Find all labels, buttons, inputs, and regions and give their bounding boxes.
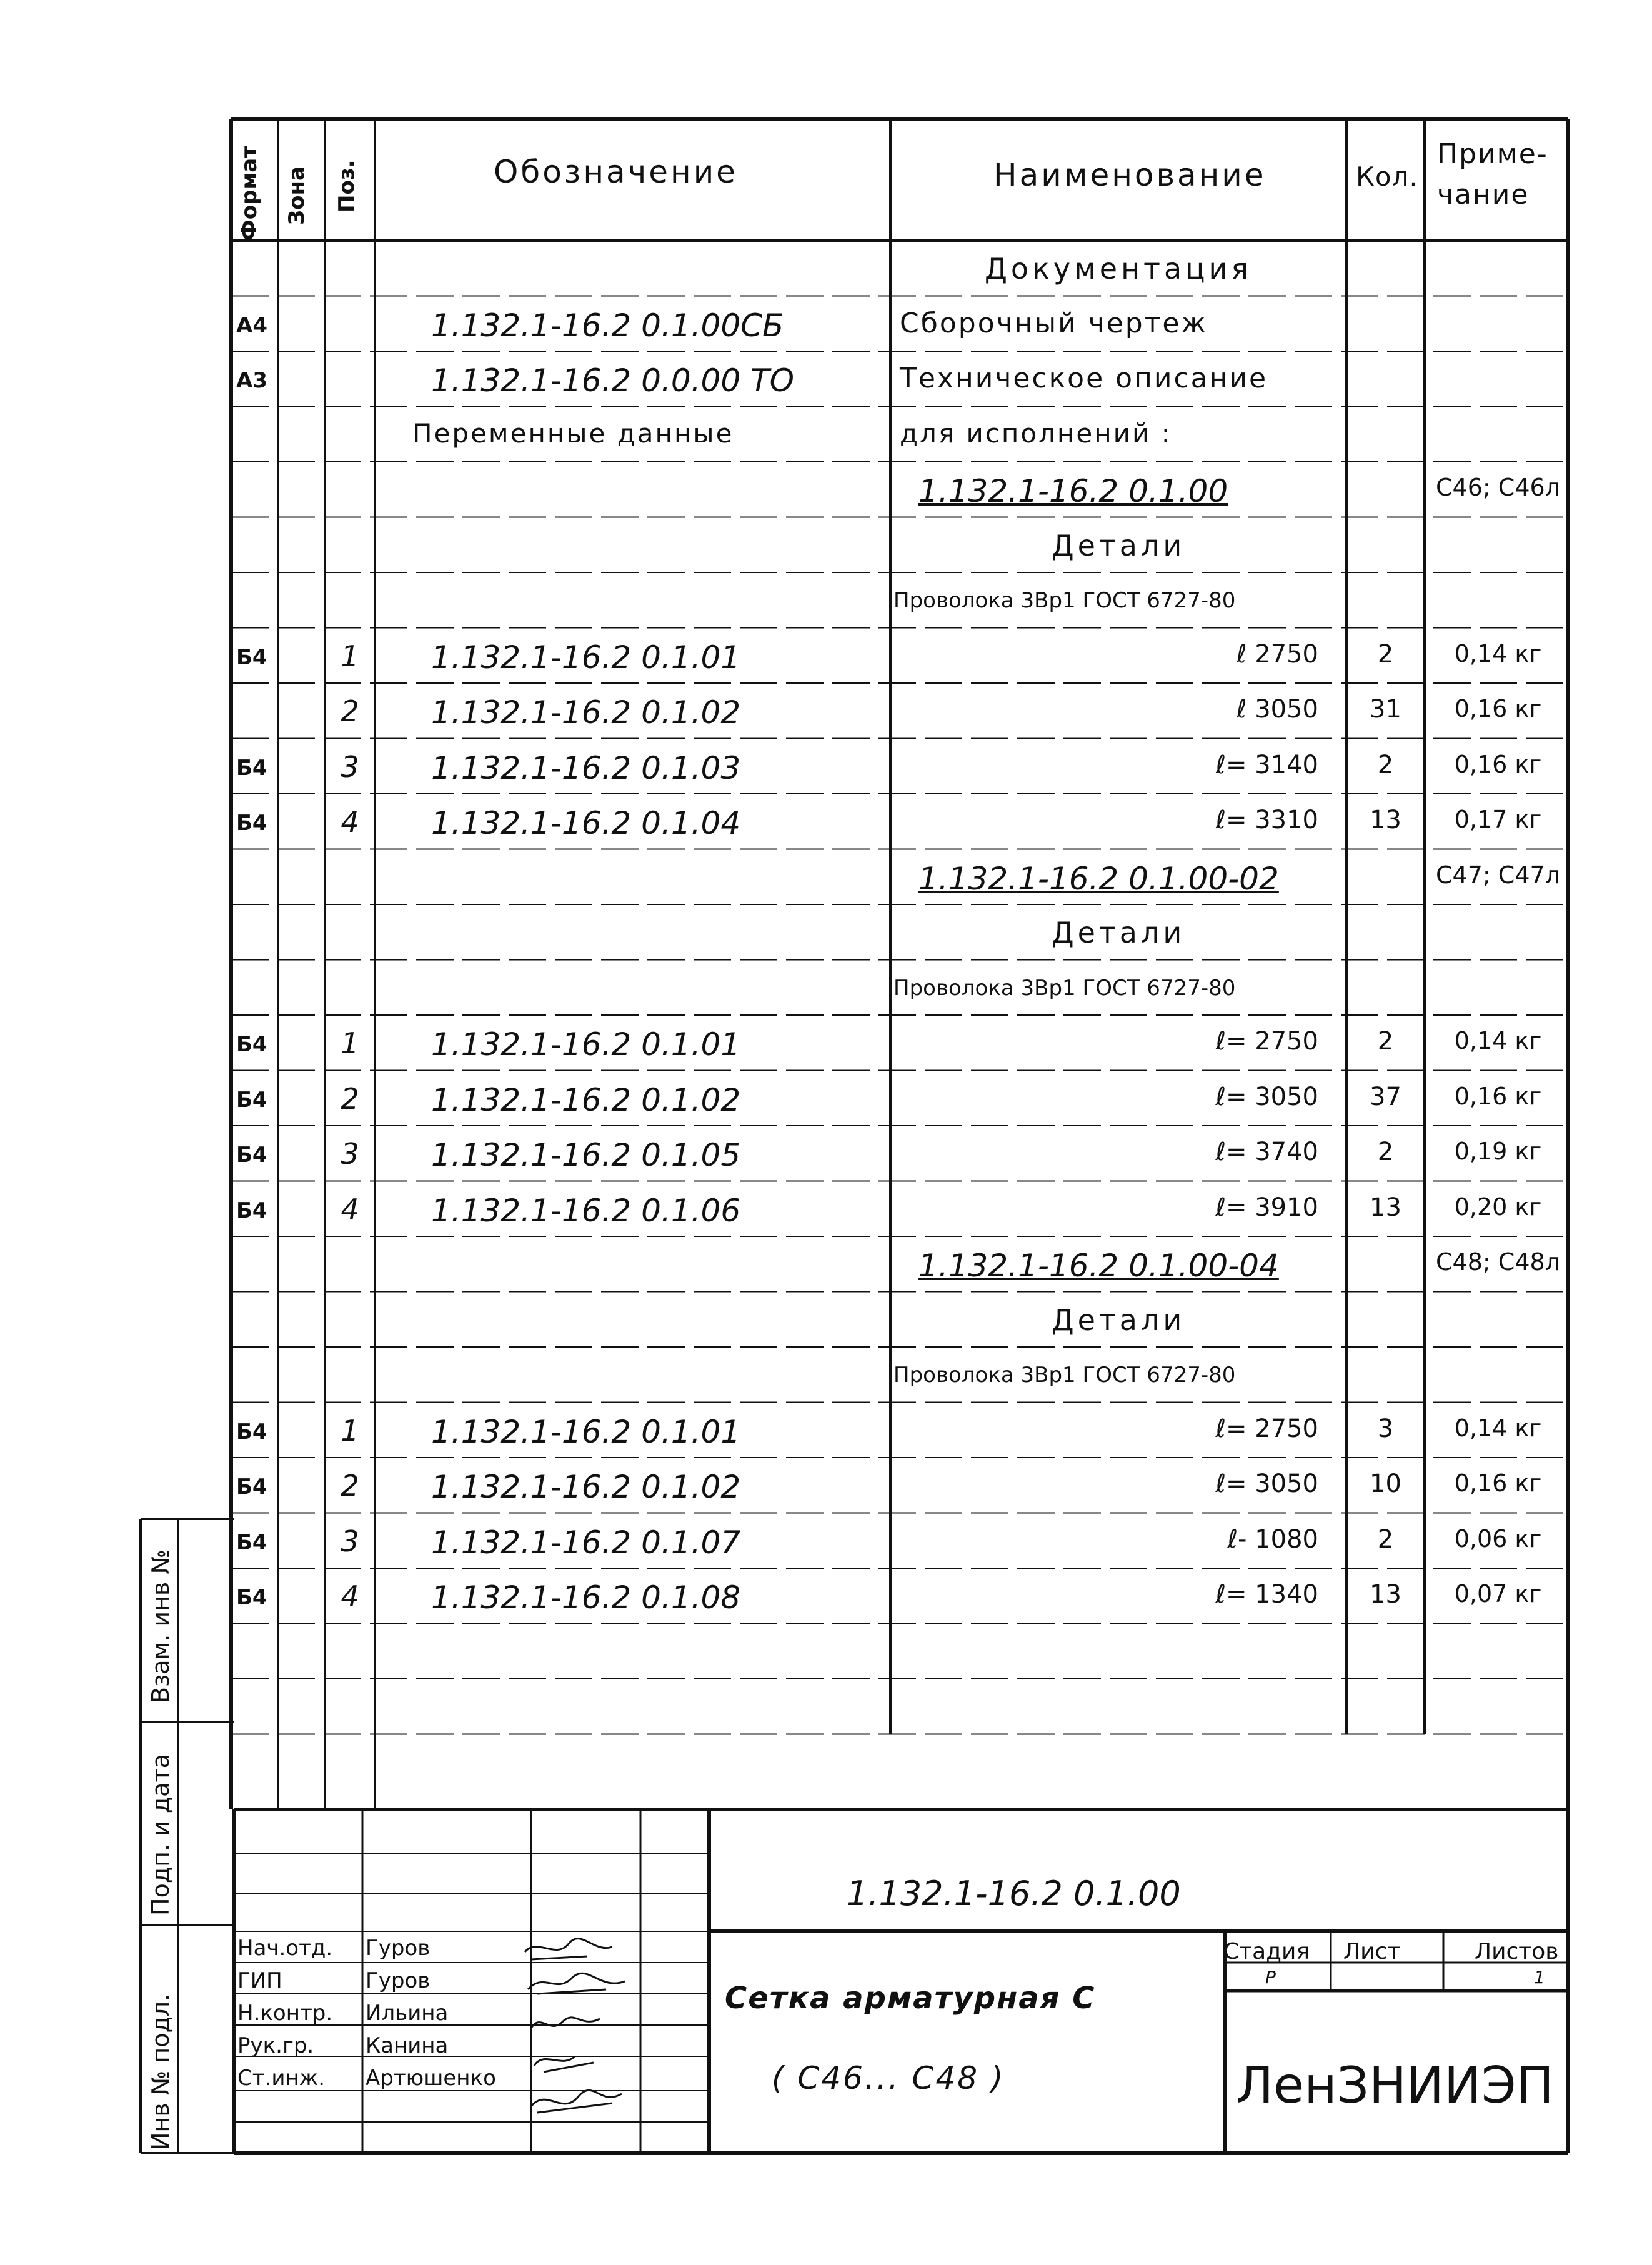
table-cell-designation: 1.132.1-16.2 0.1.03 [431,749,741,786]
table-cell-name: ℓ= 3050 [1215,1469,1318,1498]
table-cell-name: ℓ= 2750 [1215,1414,1318,1443]
title-block-code: 1.132.1-16.2 0.1.00 [847,1874,1181,1913]
sheets-value: 1 [1534,1967,1545,1988]
organization-name: ЛенЗНИИЭП [1236,2056,1554,2114]
table-cell-format: А3 [236,368,267,393]
table-cell-note: 0,14 кг [1454,1027,1542,1054]
table-cell-name: Документация [984,252,1253,286]
header-note-1: Приме- [1437,138,1548,170]
table-cell-name: ℓ= 3310 [1215,806,1318,834]
header-qty: Кол. [1356,161,1418,192]
table-cell-pos: 1 [341,1413,359,1448]
signature [519,1934,644,2147]
table-cell-name: ℓ= 1340 [1215,1580,1318,1609]
table-cell-note: 0,07 кг [1454,1580,1542,1608]
table-cell-designation: 1.132.1-16.2 0.1.01 [431,1026,741,1062]
table-cell-pos: 1 [341,1026,359,1060]
document-subtitle: ( С46... С48 ) [772,2060,1005,2096]
table-cell-name: ℓ 2750 [1236,639,1318,669]
title-block-role: Рук.гр. [237,2033,314,2058]
side-stamp-vzam-inv: Взам. инв № [147,1549,174,1703]
table-cell-name: Проволока 3Вр1 ГОСТ 6727-80 [893,588,1236,613]
header-pos: Поз. [334,159,359,212]
table-cell-format: Б4 [236,1419,267,1444]
table-cell-designation: 1.132.1-16.2 0.1.08 [431,1579,741,1616]
table-cell-name: Детали [1051,916,1186,949]
table-cell-format: Б4 [236,1529,267,1555]
document-title: Сетка арматурная С [725,1981,1096,2016]
table-cell-designation: 1.132.1-16.2 0.1.05 [431,1137,741,1173]
table-cell-qty: 31 [1370,695,1401,724]
table-cell-note: 0,16 кг [1454,695,1542,722]
title-block-name: Канина [366,2033,449,2058]
table-cell-designation: 1.132.1-16.2 0.1.02 [431,1081,741,1118]
table-cell-designation: 1.132.1-16.2 0.1.06 [431,1192,741,1229]
side-stamp-podp-data: Подп. и дата [147,1754,174,1916]
table-cell-name: Детали [1051,528,1186,562]
table-cell-format: Б4 [236,1585,267,1610]
table-cell-name: Проволока 3Вр1 ГОСТ 6727-80 [893,975,1236,1001]
table-cell-format: Б4 [236,1474,267,1499]
table-cell-qty: 37 [1370,1082,1401,1111]
title-block-role: Н.контр. [237,2001,333,2026]
table-cell-qty: 2 [1377,639,1394,669]
stage-value: Р [1265,1967,1276,1988]
table-cell-pos: 4 [341,1579,359,1613]
table-cell-name: 1.132.1-16.2 0.1.00-02 [918,860,1279,897]
table-cell-pos: 2 [341,1081,359,1116]
header-zone: Зона [284,166,309,225]
title-block-role: Нач.отд. [237,1936,333,1961]
side-stamp-inv-podl: Инв № подл. [147,1993,174,2150]
title-block-name: Артюшенко [366,2066,496,2091]
table-cell-note: 0,17 кг [1454,806,1542,833]
table-cell-pos: 4 [341,1192,359,1226]
header-note-2: чание [1437,179,1530,211]
table-cell-designation: 1.132.1-16.2 0.1.00СБ [431,307,784,344]
table-cell-format: А4 [236,312,267,338]
table-cell-qty: 3 [1377,1414,1394,1443]
header-name: Наименование [993,157,1266,193]
table-cell-designation: Переменные данные [412,418,734,449]
table-cell-name: Техническое описание [900,362,1268,394]
table-cell-pos: 3 [341,1524,359,1558]
table-cell-qty: 10 [1370,1469,1401,1498]
table-cell-format: Б4 [236,1087,267,1112]
table-cell-qty: 2 [1377,1138,1394,1166]
table-cell-note: С46; С46л [1436,474,1560,501]
table-cell-name: ℓ= 3050 [1215,1082,1318,1111]
table-cell-format: Б4 [236,811,267,836]
table-cell-qty: 2 [1377,1027,1394,1056]
table-cell-note: 0,14 кг [1454,1414,1542,1442]
table-cell-note: С48; С48л [1436,1248,1560,1276]
table-cell-format: Б4 [236,1142,267,1168]
title-block-name: Гуров [366,1936,430,1961]
title-block-name: Ильина [366,2001,449,2026]
table-cell-name: ℓ= 3740 [1215,1138,1318,1166]
table-cell-qty: 13 [1370,1580,1401,1609]
title-block-role: ГИП [237,1968,282,1993]
table-cell-pos: 2 [341,1469,359,1502]
stage-label: Стадия [1223,1939,1310,1964]
table-cell-name: для исполнений : [900,418,1172,449]
table-cell-pos: 3 [341,1137,359,1171]
table-cell-designation: 1.132.1-16.2 0.1.02 [431,694,741,731]
table-cell-designation: 1.132.1-16.2 0.0.00 ТО [431,362,794,399]
table-cell-format: Б4 [236,1198,267,1223]
table-cell-qty: 13 [1370,806,1401,834]
title-block-role: Ст.инж. [237,2066,326,2091]
table-cell-name: 1.132.1-16.2 0.1.00-04 [918,1248,1279,1284]
table-cell-designation: 1.132.1-16.2 0.1.01 [431,1413,741,1450]
table-cell-name: Детали [1051,1302,1186,1337]
table-cell-note: С47; С47л [1436,861,1560,889]
table-cell-name: ℓ- 1080 [1227,1524,1318,1554]
table-cell-name: ℓ= 3910 [1215,1192,1318,1222]
table-cell-note: 0,14 кг [1454,639,1542,668]
table-cell-format: Б4 [236,644,267,670]
sheets-label: Листов [1475,1939,1559,1964]
table-cell-note: 0,20 кг [1454,1192,1542,1221]
table-cell-designation: 1.132.1-16.2 0.1.01 [431,639,741,676]
table-cell-note: 0,16 кг [1454,1082,1542,1110]
table-cell-name: Проволока 3Вр1 ГОСТ 6727-80 [893,1362,1236,1388]
table-cell-qty: 13 [1370,1192,1401,1222]
table-cell-note: 0,16 кг [1454,1469,1542,1497]
header-designation: Обозначение [494,154,738,190]
table-cell-format: Б4 [236,755,267,781]
table-cell-pos: 3 [341,749,359,784]
table-cell-note: 0,19 кг [1454,1138,1542,1165]
table-cell-pos: 1 [341,639,359,673]
table-cell-name: ℓ= 3140 [1215,750,1318,779]
table-cell-pos: 4 [341,805,359,839]
table-cell-designation: 1.132.1-16.2 0.1.02 [431,1469,741,1505]
table-cell-pos: 2 [341,694,359,728]
header-format: Формат [237,146,262,241]
table-cell-name: ℓ 3050 [1236,695,1318,724]
table-cell-qty: 2 [1377,750,1394,779]
table-cell-note: 0,16 кг [1454,750,1542,778]
table-cell-name: ℓ= 2750 [1215,1027,1318,1056]
title-block-name: Гуров [366,1968,430,1993]
table-cell-name: Сборочный чертеж [900,307,1208,339]
table-cell-designation: 1.132.1-16.2 0.1.07 [431,1524,741,1561]
sheet-label: Лист [1343,1939,1401,1964]
table-cell-designation: 1.132.1-16.2 0.1.04 [431,805,741,841]
table-cell-note: 0,06 кг [1454,1524,1542,1552]
table-cell-format: Б4 [236,1032,267,1057]
table-cell-name: 1.132.1-16.2 0.1.00 [918,473,1228,509]
table-cell-qty: 2 [1377,1524,1394,1554]
